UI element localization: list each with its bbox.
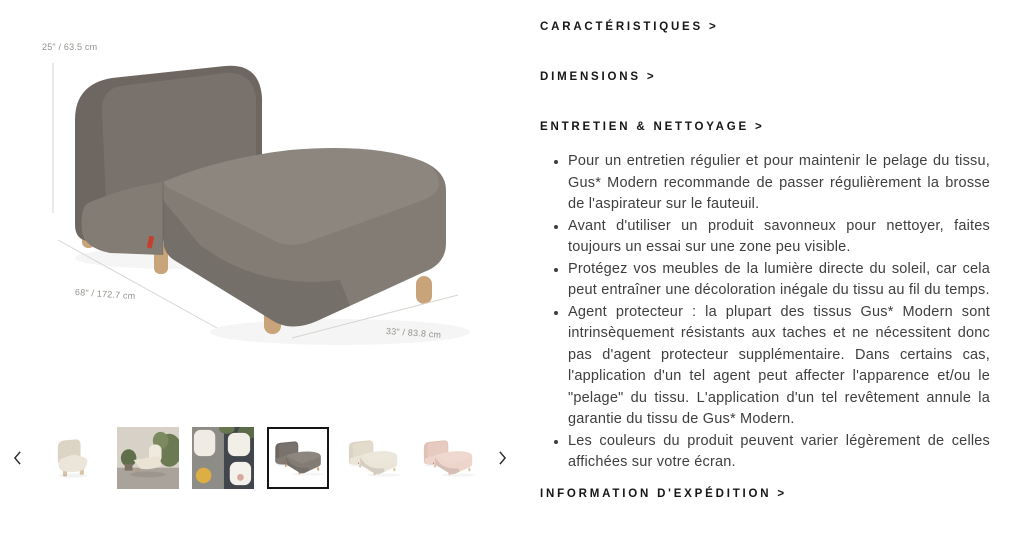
thumbnail-6-product-set-blush[interactable]: [417, 427, 479, 489]
dimension-label-height: 25" / 63.5 cm: [42, 42, 98, 52]
thumbnail-carousel: [0, 425, 520, 491]
care-instruction-item: • Agent protecteur : la plupart des tissus Gus* Modern sont intrinsèquement résistants aux taches et ne nécessitent donc pas d'agent protecteur supplémentaire. Dans certains cas, l'application d'un tel agent peut affecter l'apparence et/ou le "pelage" du tissu. L'application d'un tel revêtement annule la garantie du tissu de Gus* Modern.: [568, 302, 990, 431]
thumbnail-1-product-single-cream[interactable]: [42, 427, 104, 489]
product-details-accordion: [540, 0, 990, 500]
care-instruction-item: • Avant d'utiliser un produit savonneux pour nettoyer, faites toujours un essai sur une zone peu visible.: [568, 216, 990, 259]
chevron-right-icon: [498, 451, 507, 465]
chevron-left-icon: [13, 451, 22, 465]
thumbnail-4-product-set-grey[interactable]: [267, 427, 329, 489]
carousel-next-button[interactable]: [492, 443, 514, 473]
carousel-prev-button[interactable]: [7, 443, 29, 473]
thumbnail-strip: [42, 427, 479, 489]
care-instructions-list: [540, 151, 990, 474]
thumbnail-image: [344, 437, 402, 480]
thumbnail-image: [192, 427, 254, 489]
thumbnail-2-lifestyle-room-photo[interactable]: [117, 427, 179, 489]
dimension-label-width: 33" / 83.8 cm: [385, 326, 442, 340]
dimension-label-length: 68" / 172.7 cm: [74, 287, 136, 302]
care-instruction-item: • Protégez vos meubles de la lumière directe du soleil, car cela peut entraîner une décoloration inégale du tissu au fil du temps.: [568, 259, 990, 302]
thumbnail-image: [271, 437, 325, 480]
product-illustration: [40, 40, 480, 370]
thumbnail-image: [117, 427, 179, 489]
care-instruction-item: • Les couleurs du produit peuvent varier légèrement de celles affichées sur votre écran.: [568, 431, 990, 474]
care-instruction-item: • Pour un entretien régulier et pour maintenir le pelage du tissu, Gus* Modern recommande de passer régulièrement la brosse de l'aspirateur sur le fauteuil.: [568, 151, 990, 216]
accordion-header-caracteristiques[interactable]: CARACTÉRISTIQUES >: [540, 21, 719, 33]
thumbnail-image: [419, 437, 477, 480]
accordion-header-information-expedition[interactable]: INFORMATION D'EXPÉDITION >: [540, 487, 787, 500]
accordion-header-dimensions[interactable]: DIMENSIONS >: [540, 71, 657, 83]
thumbnail-3-lifestyle-overhead-photo[interactable]: [192, 427, 254, 489]
product-main-image: [40, 40, 480, 370]
thumbnail-5-product-set-cream[interactable]: [342, 427, 404, 489]
accordion-header-entretien-nettoyage[interactable]: ENTRETIEN & NETTOYAGE >: [540, 121, 765, 133]
thumbnail-image: [46, 437, 100, 479]
